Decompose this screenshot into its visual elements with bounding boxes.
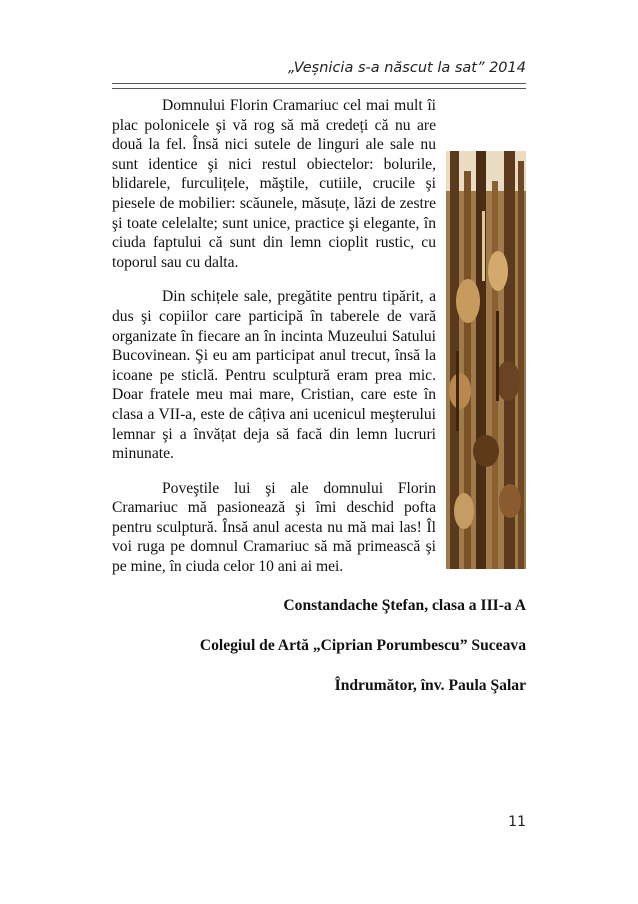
school-name: Colegiul de Artă „Ciprian Porumbescu” Suceava bbox=[199, 636, 526, 654]
article-body bbox=[112, 96, 526, 716]
wooden-spoons-illustration bbox=[446, 151, 526, 569]
header-rule-bottom bbox=[112, 88, 526, 89]
wooden-spoons-photo bbox=[446, 151, 526, 569]
page-number: 11 bbox=[508, 814, 526, 830]
header-rule-top bbox=[112, 83, 526, 84]
paragraph-3: Poveştile lui şi ale domnului Florin Cramariuc mă pasionează şi îmi deschid pofta pentru sculptură. Însă anul acesta nu mă mai las! Îl voi ruga pe domnul Cramariuc să mă primească şi pe mine, în ciuda celor 10 ani ai mei. bbox=[112, 479, 436, 576]
running-header: „Veșnicia s-a născut la sat” 2014 bbox=[288, 60, 526, 76]
author-signature: Constandache Ştefan, clasa a III-a A bbox=[283, 596, 526, 614]
paragraph-1: Domnului Florin Cramariuc cel mai mult îi plac polonicele şi vă rog să mă credeți că nu are două la fel. Însă nici sutele de linguri ale sale nu sunt identice şi nici restul obiectelor: bolurile, blidarele, furculițele, măştile, cutiile, crucile şi piesele de mobilier: scăunele, măsuțe, lăzi de zestre şi toate celelalte; sunt unice, practice şi elegante, în ciuda faptului că sunt din lemn cioplit rustic, cu toporul sau cu dalta. bbox=[112, 97, 436, 271]
paragraph-2: Din schițele sale, pregătite pentru tipărit, a dus şi copiilor care participă în taberele de vară organizate în fiecare an în incinta Muzeului Satului Bucovinean. Şi eu am participat anul trecut, însă la icoane pe sticlă. Pentru sculptură eram prea mic. Doar fratele meu mai mare, Cristian, care este în clasa a VII-a, este de câțiva ani ucenicul meşterului lemnar şi a învățat deja să facă din lemn lucruri minunate. bbox=[112, 288, 436, 463]
teacher-name: Îndrumător, înv. Paula Şalar bbox=[334, 676, 526, 694]
